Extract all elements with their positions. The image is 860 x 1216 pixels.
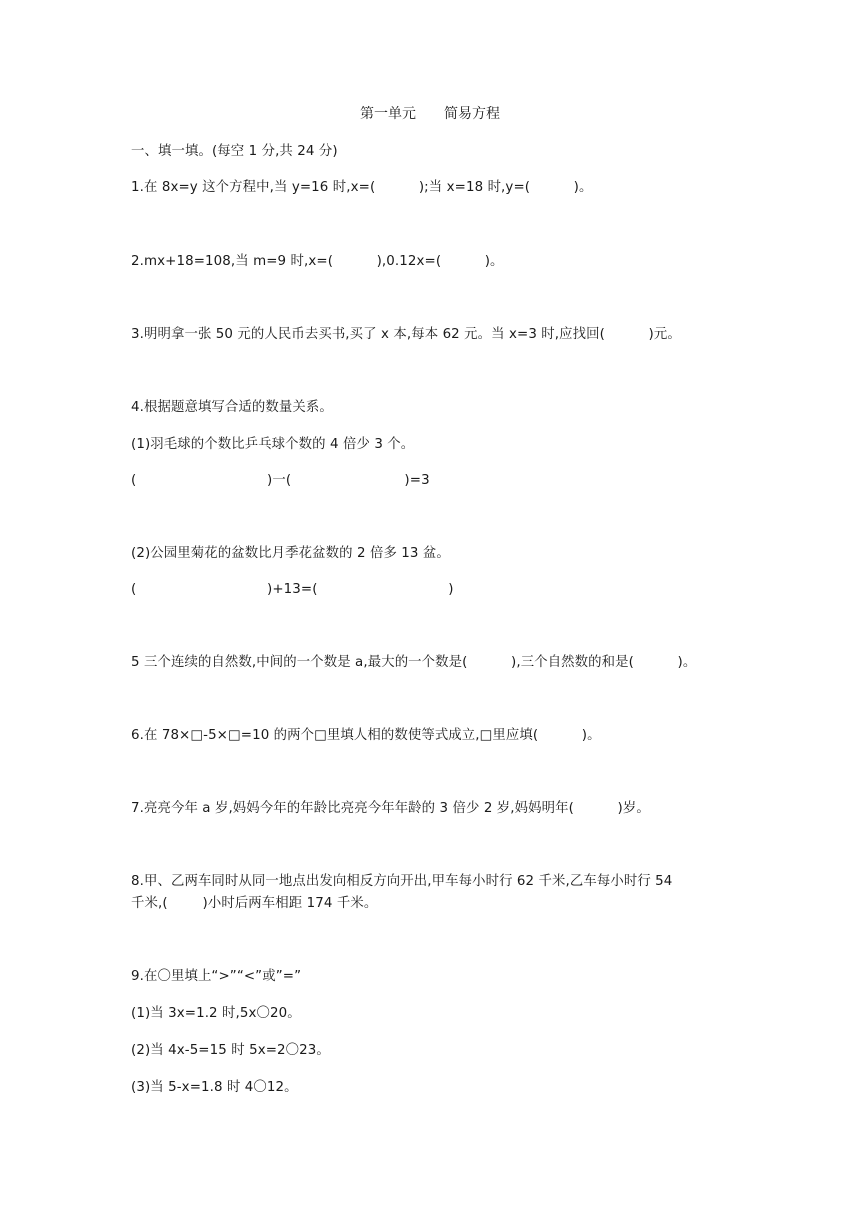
- question-7: 7.亮亮今年 a 岁,妈妈今年的年龄比亮亮今年年龄的 3 倍少 2 岁,妈妈明年( )岁。: [131, 801, 650, 816]
- question-6: 6.在 78×□-5×□=10 的两个□里填人相的数使等式成立,□里应填( )。: [131, 728, 601, 743]
- question-4-part-1-blank: ( )一( )=3: [131, 473, 430, 488]
- question-8-continued: 千米,( )小时后两车相距 174 千米。: [131, 896, 378, 911]
- question-8: 8.甲、乙两车同时从同一地点出发向相反方向开出,甲车每小时行 62 千米,乙车每小时行 54: [131, 874, 673, 889]
- section-heading: 一、填一填。(每空 1 分,共 24 分): [131, 144, 338, 159]
- question-9: 9.在〇里填上“>”“<”或”=”: [131, 969, 302, 984]
- question-5: 5 三个连续的自然数,中间的一个数是 a,最大的一个数是( ),三个自然数的和是( )。: [131, 655, 697, 670]
- question-1: 1.在 8x=y 这个方程中,当 y=16 时,x=( );当 x=18 时,y=( )。: [131, 180, 593, 195]
- question-4: 4.根据题意填写合适的数量关系。: [131, 400, 333, 415]
- question-9-part-1: (1)当 3x=1.2 时,5x〇20。: [131, 1006, 301, 1021]
- question-4-part-2-blank: ( )+13=( ): [131, 582, 454, 597]
- question-9-part-2: (2)当 4x-5=15 时 5x=2〇23。: [131, 1043, 330, 1058]
- page-title: 第一单元 简易方程: [360, 106, 500, 122]
- question-3: 3.明明拿一张 50 元的人民币去买书,买了 x 本,每本 62 元。当 x=3 时,应找回( )元。: [131, 327, 681, 342]
- question-9-part-3: (3)当 5-x=1.8 时 4〇12。: [131, 1080, 298, 1095]
- question-4-part-1: (1)羽毛球的个数比乒乓球个数的 4 倍少 3 个。: [131, 437, 415, 452]
- question-4-part-2: (2)公园里菊花的盆数比月季花盆数的 2 倍多 13 盆。: [131, 546, 450, 561]
- question-2: 2.mx+18=108,当 m=9 时,x=( ),0.12x=( )。: [131, 254, 504, 269]
